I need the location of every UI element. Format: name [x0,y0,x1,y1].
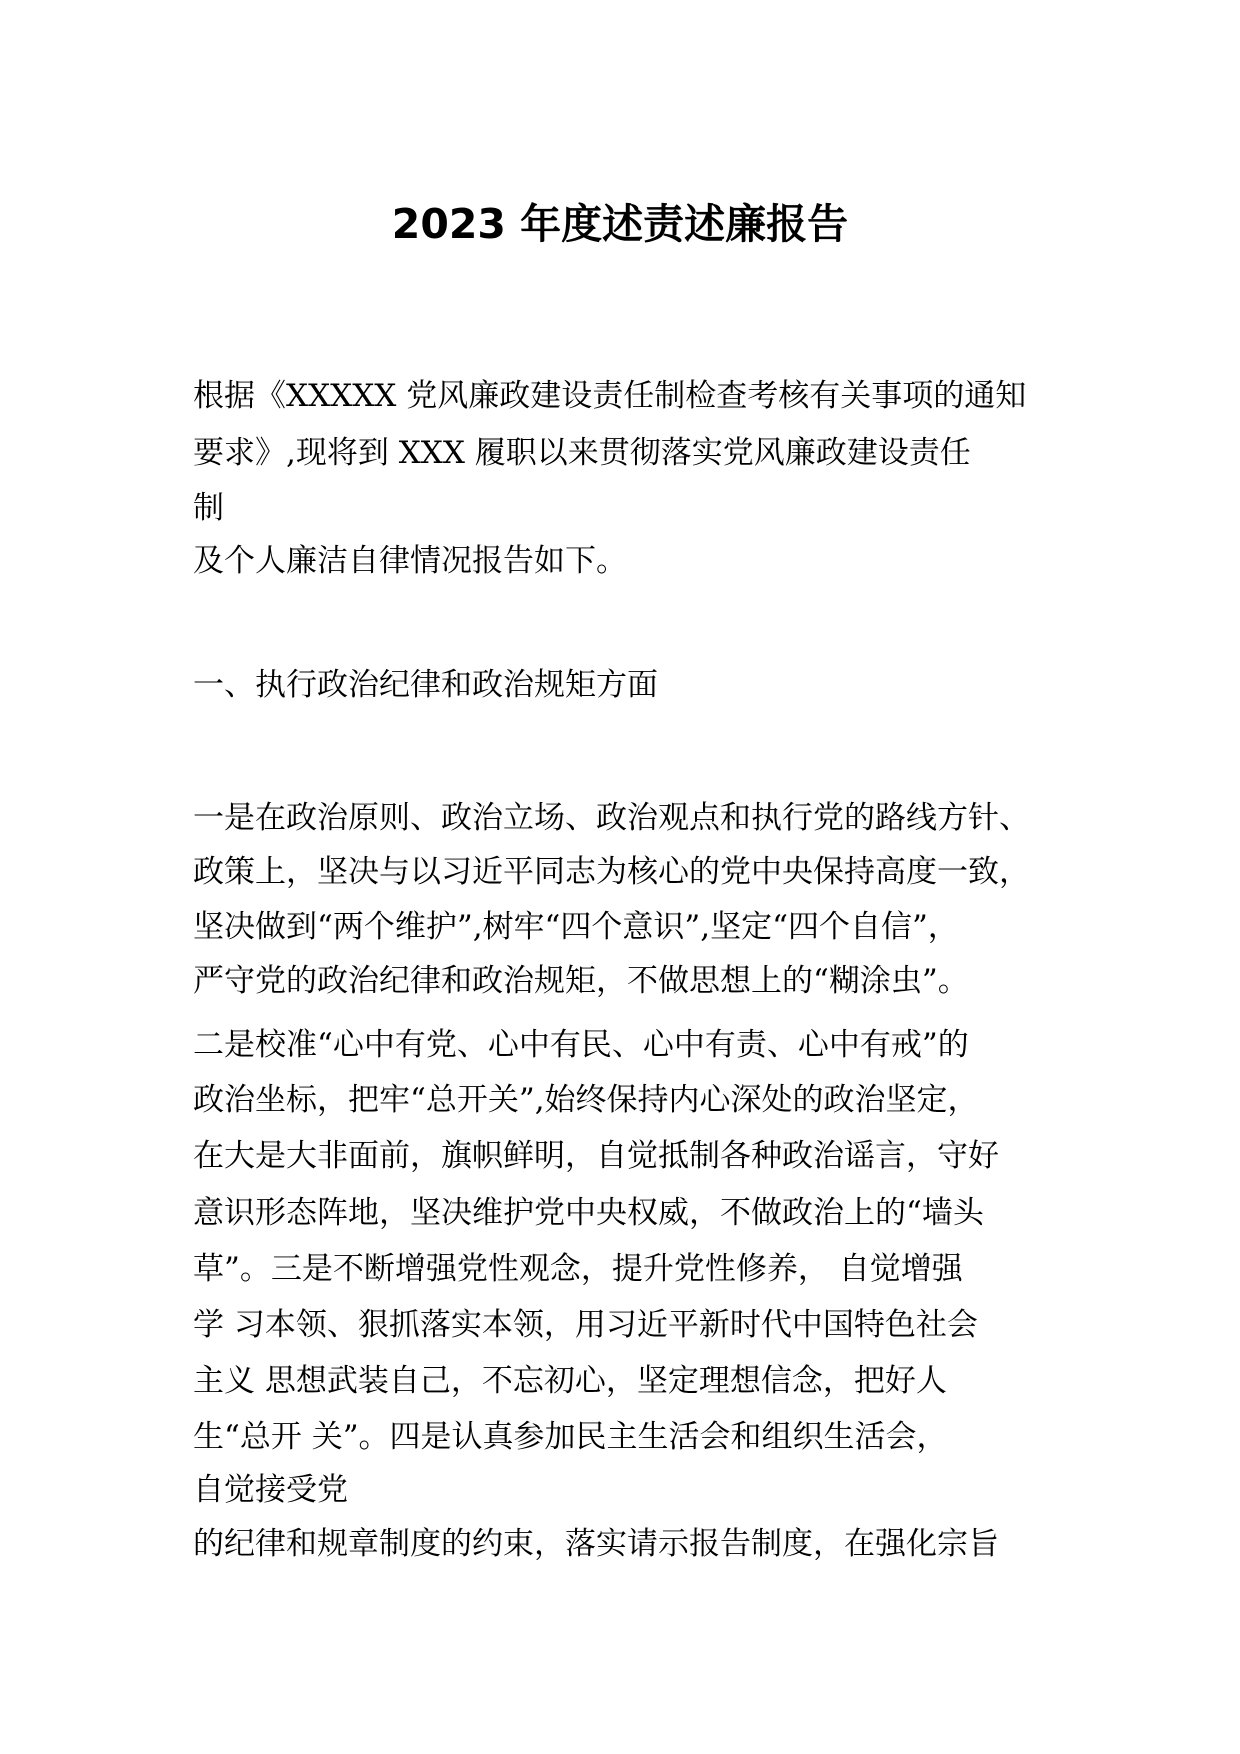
body-line: 学 习本领、狠抓落实本领，用习近平新时代中国特色社会 [193,1307,978,1343]
section-heading: 一、执行政治纪律和政治规矩方面 [193,667,658,703]
body-line: 二是校准“心中有党、心中有民、心中有责、心中有戒”的 [193,1027,969,1063]
body-line: 草”。三是不断增强党性观念，提升党性修养， 自觉增强 [193,1251,963,1287]
body-line: 严守党的政治纪律和政治规矩，不做思想上的“糊涂虫”。 [193,963,969,999]
intro-line: 根据《XXXXX 党风廉政建设责任制检查考核有关事项的通知 [193,378,1027,414]
body-line: 主义 思想武装自己，不忘初心，坚定理想信念，把好人 [193,1363,947,1399]
body-line: 意识形态阵地，坚决维护党中央权威，不做政治上的“墙头 [193,1195,984,1231]
body-line: 在大是大非面前，旗帜鲜明，自觉抵制各种政治谣言，守好 [193,1138,999,1174]
intro-line: 要求》,现将到 XXX 履职以来贯彻落实党风廉政建设责任 [193,435,971,471]
body-line: 政策上，坚决与以习近平同志为核心的党中央保持高度一致， [193,854,1030,890]
body-line: 坚决做到“两个维护”,树牢“四个意识”,坚定“四个自信”， [193,909,959,945]
intro-line: 及个人廉洁自律情况报告如下。 [193,543,627,579]
body-line: 的纪律和规章制度的约束，落实请示报告制度，在强化宗旨 [193,1526,999,1562]
body-line: 一是在政治原则、政治立场、政治观点和执行党的路线方针、 [193,800,1030,836]
intro-line: 制 [193,490,224,526]
document-title: 2023 年度述责述廉报告 [391,200,849,248]
body-line: 政治坐标，把牢“总开关”,始终保持内心深处的政治坚定， [193,1082,979,1118]
body-line: 自觉接受党 [193,1472,348,1508]
body-line: 生“总开 关”。四是认真参加民主生活会和组织生活会， [193,1419,948,1455]
